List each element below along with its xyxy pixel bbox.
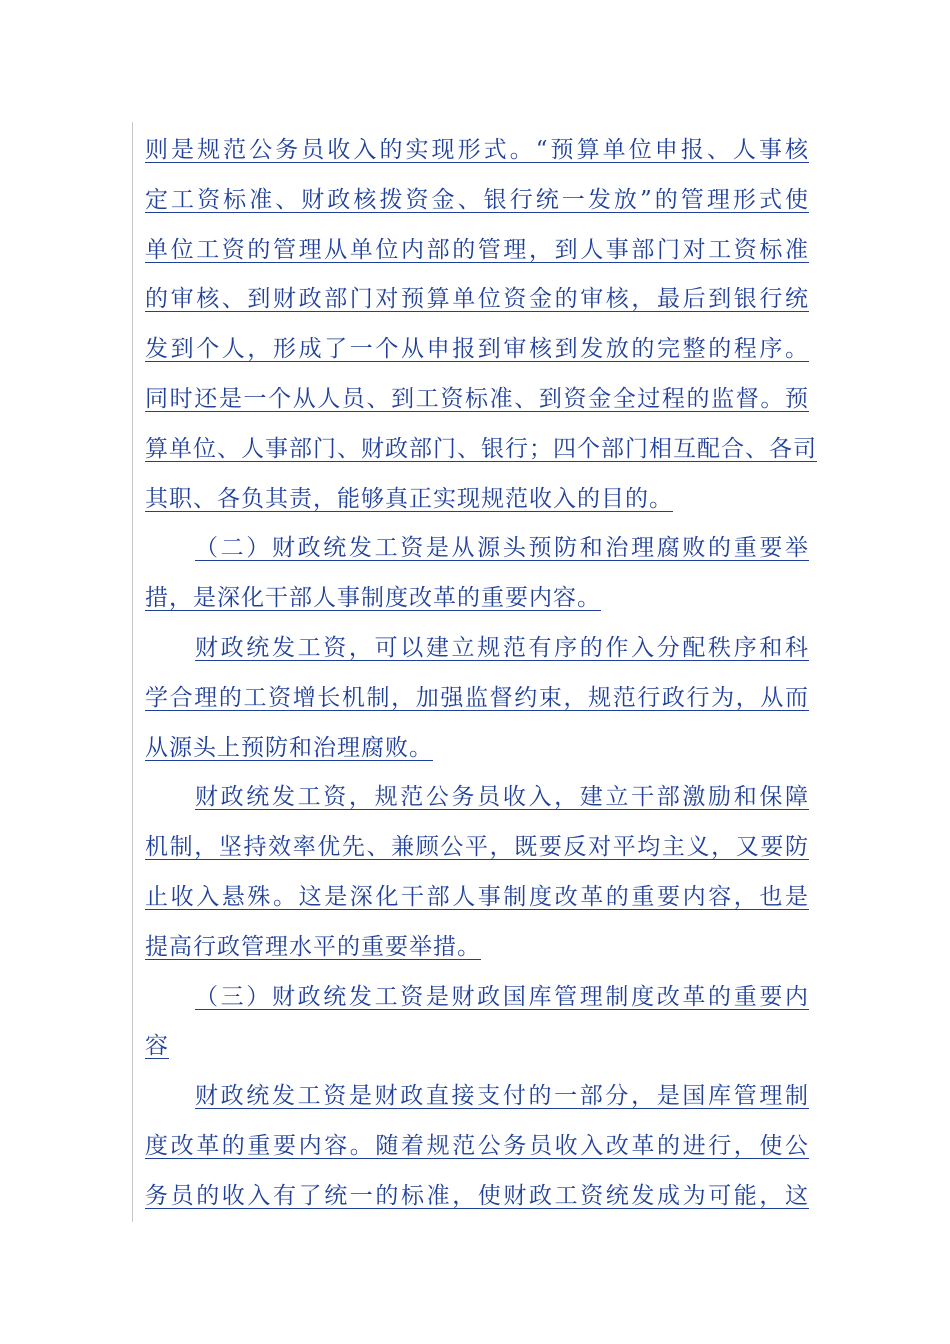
- text-line-last: 其职、各负其责，能够真正实现规范收入的目的。: [145, 485, 673, 512]
- text-line-last: 从源头上预防和治理腐败。: [145, 734, 433, 761]
- text-line: 则是规范公务员收入的实现形式。“预算单位申报、人事核: [145, 137, 809, 163]
- text-line: 学合理的工资增长机制，加强监督约束，规范行政行为，从而: [145, 684, 809, 711]
- text-line: 度改革的重要内容。随着规范公务员收入改革的进行，使公: [145, 1132, 809, 1159]
- text-line: 同时还是一个从人员、到工资标准、到资金全过程的监督。预: [145, 385, 809, 412]
- paragraph-budget-management: [145, 126, 817, 524]
- text-line: 财政统发工资，可以建立规范有序的作入分配秩序和科: [195, 634, 809, 661]
- text-line: （二）财政统发工资是从源头预防和治理腐败的重要举: [195, 535, 809, 562]
- text-line: 务员的收入有了统一的标准，使财政工资统发成为可能，这: [145, 1182, 809, 1209]
- paragraph-treasury-reform: [145, 1072, 809, 1221]
- text-line: 单位工资的管理从单位内部的管理，到人事部门对工资标准: [145, 236, 809, 263]
- text-line: 发到个人，形成了一个从申报到审核到发放的完整的程序。: [145, 336, 809, 363]
- document-body: [145, 126, 817, 1222]
- text-line: 财政统发工资是财政直接支付的一部分，是国库管理制: [195, 1083, 809, 1110]
- text-line-last: 容: [145, 1033, 169, 1060]
- text-line: 的审核、到财政部门对预算单位资金的审核，最后到银行统: [145, 286, 809, 313]
- text-line-last: 提高行政管理水平的重要举措。: [145, 933, 481, 960]
- text-line: 机制，坚持效率优先、兼顾公平，既要反对平均主义，又要防: [145, 834, 809, 861]
- text-line: 定工资标准、财政核拨资金、银行统一发放”的管理形式使: [145, 186, 809, 213]
- text-line: 财政统发工资，规范公务员收入，建立干部激励和保障: [195, 784, 809, 811]
- text-line: 算单位、人事部门、财政部门、银行；四个部门相互配合、各司: [145, 435, 817, 462]
- section-heading-three: [145, 973, 809, 1073]
- paragraph-incentive-mechanism: [145, 773, 809, 972]
- paragraph-anti-corruption: [145, 624, 809, 773]
- text-line: （三）财政统发工资是财政国库管理制度改革的重要内: [195, 983, 809, 1010]
- text-line-last: 措，是深化干部人事制度改革的重要内容。: [145, 585, 601, 612]
- text-line: 止收入悬殊。这是深化干部人事制度改革的重要内容，也是: [145, 883, 809, 910]
- section-heading-two: [145, 524, 809, 624]
- page-margin-line: [132, 122, 133, 1222]
